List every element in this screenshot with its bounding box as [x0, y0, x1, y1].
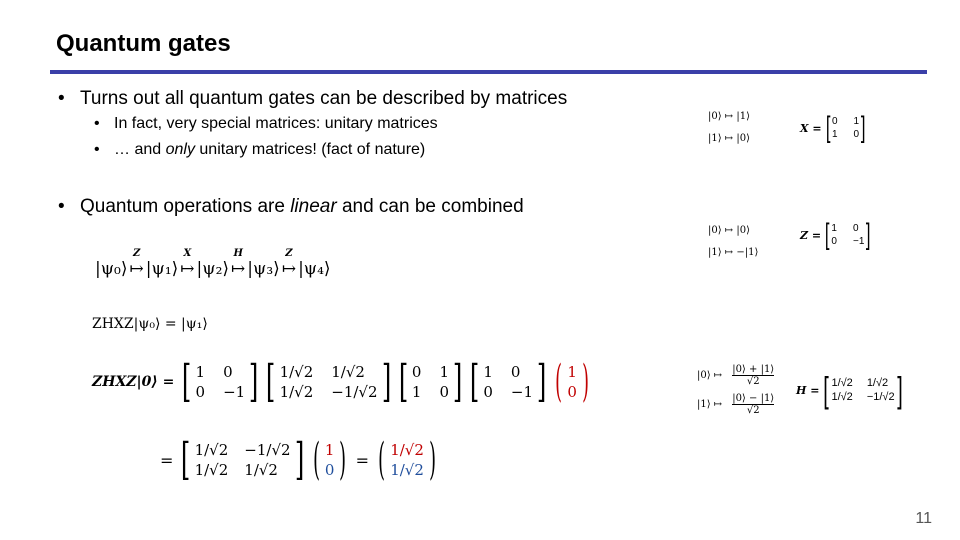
sub-bullet-2 — [94, 141, 425, 159]
chain-arrow-h: H ↦ — [231, 248, 246, 279]
chain-state-1: |ψ₁⟩ — [145, 259, 179, 279]
result-input-vector: ( 1 0 ) — [312, 434, 347, 485]
z-matrix-2: [ 1 0 0 −1 ] — [470, 356, 547, 407]
z-matrix: [ 1 0 0 −1 ] — [182, 356, 259, 407]
chain-arrow-x: X ↦ — [180, 248, 195, 279]
z-gate-mapping — [708, 222, 758, 262]
page-title: Quantum gates — [56, 30, 231, 57]
chain-state-0: |ψ₀⟩ — [95, 259, 128, 279]
chain-arrow-z: Z ↦ — [129, 248, 144, 279]
bullet-dot: • — [94, 115, 100, 132]
result-matrix: [ 1/√2 −1/√2 1/√2 1/√2 ] — [181, 434, 304, 485]
bullet-2-pre: Quantum operations are — [80, 196, 291, 217]
x-gate-matrix: X = [ 0 1 1 0 ] — [800, 111, 866, 144]
x-gate-mapping — [708, 108, 750, 148]
chain-arrow-z2: Z ↦ — [281, 248, 297, 279]
composite-equation: ZHXZ|ψ₀⟩ = |ψ₁⟩ — [92, 316, 208, 332]
h-map-1-lhs: |0⟩ ↦ — [697, 370, 723, 381]
bullet-2-emphasis: linear — [290, 196, 337, 217]
sub-bullet-1 — [94, 115, 438, 133]
title-divider — [50, 70, 927, 74]
product-equation — [92, 356, 594, 407]
bullet-1 — [58, 88, 567, 110]
result-equation — [160, 434, 441, 485]
chain-state-3: |ψ₃⟩ — [247, 259, 280, 279]
x-matrix: [ 0 1 1 0 ] — [398, 356, 463, 407]
sub-bullet-2-pre: … and — [114, 141, 166, 158]
x-map-1: |0⟩ ↦ |1⟩ — [708, 111, 751, 122]
h-gate-mapping: |0⟩ ↦ |0⟩ + |1⟩ √2 |1⟩ ↦ |0⟩ − |1⟩ √2 — [697, 364, 775, 416]
bullet-dot: • — [58, 88, 65, 109]
h-matrix: [ 1/√2 1/√2 1/√2 −1/√2 ] — [266, 356, 391, 407]
h-gate-matrix: H = [ 1/√2 1/√2 1/√2 −1/√2 ] — [796, 369, 903, 410]
sub-bullet-2-post: unitary matrices! (fact of nature) — [194, 141, 426, 158]
bullet-dot: • — [58, 196, 65, 217]
sub-bullet-1-text: In fact, very special matrices: unitary matrices — [114, 115, 438, 132]
x-map-2: |1⟩ ↦ |0⟩ — [708, 133, 751, 144]
final-vector: ( 1/√2 1/√2 ) — [378, 434, 436, 485]
bullet-dot: • — [94, 141, 100, 158]
page-number: 11 — [915, 510, 932, 527]
chain-state-2: |ψ₂⟩ — [196, 259, 230, 279]
equals-sign: = — [160, 450, 174, 470]
bullet-1-text: Turns out all quantum gates can be described by matrices — [80, 88, 568, 109]
zero-ket-vector: ( 1 0 ) — [555, 356, 589, 407]
gate-chain — [95, 248, 331, 279]
z-map-1: |0⟩ ↦ |0⟩ — [708, 225, 751, 236]
equals-sign-2: = — [355, 450, 370, 470]
sub-bullet-2-emphasis: only — [165, 141, 195, 158]
h-map-2-lhs: |1⟩ ↦ — [697, 399, 723, 410]
bullet-2 — [58, 196, 524, 218]
bullet-2-post: and can be combined — [336, 196, 524, 217]
product-lhs: ZHXZ|0⟩ = — [92, 374, 175, 390]
z-gate-matrix: Z = [ 1 0 0 −1 ] — [800, 218, 871, 251]
z-map-2: |1⟩ ↦ −|1⟩ — [708, 247, 759, 258]
chain-state-4: |ψ₄⟩ — [298, 259, 331, 279]
